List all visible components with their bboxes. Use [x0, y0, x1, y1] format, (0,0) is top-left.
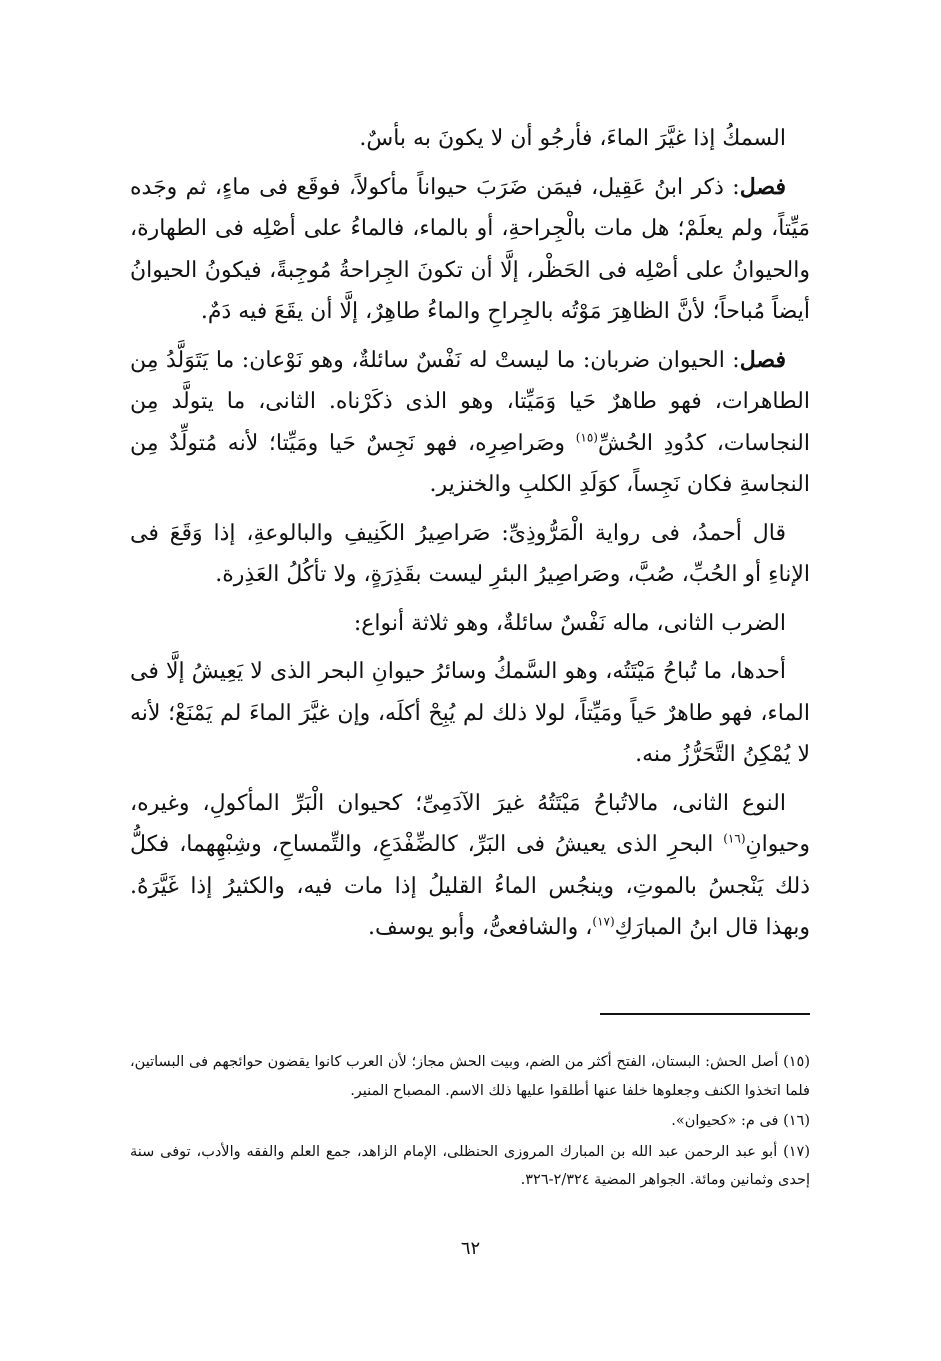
paragraph-second-type: [130, 783, 810, 949]
footnote-17: (١٧) أبو عبد الرحمن عبد الله بن المبارك المروزى الحنظلى، الإمام الزاهد، جمع العلم والفقه والأدب، توفى سنة إحدى وثمانين ومائة. الجواهر المضية ٢/٣٢٤-٣٢٦.: [130, 1143, 810, 1188]
paragraph-text: وصَراصِرِه، فهو نَجِسٌ حَيا ومَيِّتا؛ لأنه مُتولِّدٌ مِن النجاسةِ فكان نَجِساً، كوَلَدِ الكلبِ والخنزير.: [130, 430, 810, 497]
paragraph-text: قال أحمدُ، فى رواية الْمَرُّوذِىِّ: صَراصِيرُ الكَنِيفِ والبالوعةِ، إذا وَقَعَ فى الإناءِ أو الحُبِّ، صُبَّ، وصَراصِيرُ البئرِ ليست بقَذِرَةٍ، ولا تأكُلُ العَذِرة.: [130, 520, 810, 587]
paragraph-text: أحدها، ما تُباحُ مَيْتَتُه، وهو السَّمكُ وسائرُ حيوانِ البحر الذى لا يَعِيشُ إلَّا فى الماء، فهو طاهرٌ حَياً ومَيِّتاً، لولا ذلك لم يُبِحْ أكلَه، وإن غيَّرَ الماءَ لم يَمْنَعْ؛ لأنه لا يُمْكِنُ التَّحَرُّزُ منه.: [130, 659, 810, 767]
footnote-ref-16[interactable]: (١٦): [723, 831, 746, 846]
footnote-ref-15[interactable]: (١٥): [575, 430, 598, 445]
footnote-16: (١٦) فى م: «كحيوان».: [671, 1113, 810, 1129]
footnote-divider: [600, 1013, 810, 1015]
paragraph-fasl-ibn-aqil: [130, 167, 810, 333]
footnote-ref-17[interactable]: (١٧): [592, 914, 615, 929]
paragraph-text: : ذكر ابنُ عَقِيل، فيمَن ضَرَبَ حيواناً مأكولاً، فوقَع فى ماءٍ، ثم وجَده مَيِّتاً، ولم يعلَمْ؛ هل مات بالْجِراحةِ، أو بالماء، فالماءُ على أصْلِه فى الطهارة، والحيوانُ على أصْلِه فى الحَظْر، إلَّا أن تكونَ الجِراحةُ مُوجِبةً، فيكونُ الحيوانُ أيضاً مُباحاً؛ لأنَّ الظاهِرَ مَوْتُه بالجِراحِ والماءُ طاهِرٌ، إلَّا أن يقَعَ فيه دَمٌ.: [130, 174, 810, 324]
paragraph-text: ، والشافعىُّ، وأبو يوسف.: [368, 915, 593, 940]
paragraph-text: النوع الثانى، مالاتُباحُ مَيْتَتُهُ غيرَ الآدَمِىِّ؛ كحيوان الْبَرِّ المأكولِ، وغيره، وحيوانِ: [130, 790, 810, 857]
section-label: فصل: [739, 173, 786, 200]
paragraph-text: : الحيوان ضربان: ما ليستْ له نَفْسٌ سائلةٌ، وهو نَوْعان: ما يَتَوَلَّدُ مِن الطاهرات، فهو طاهرٌ حَيا وَمَيِّتا، وهو الذى ذكَرْناه. الثانى، ما يتولَّد مِن النجاسات، كدُودِ الحُشِّ: [130, 347, 810, 456]
paragraph-intro: [130, 118, 810, 160]
main-text: [130, 118, 810, 956]
section-label: فصل: [739, 346, 786, 373]
footnote-15: (١٥) أصل الحش: البستان، الفتح أكثر من الضم، وبيت الحش مجاز؛ لأن العرب كانوا يقضون حوائجهم فى البساتين، فلما اتخذوا الكنف وجعلوها خلفا عنها أطلقوا عليها ذلك الاسم. المصباح المنير.: [130, 1054, 810, 1099]
paragraph-text: السمكُ إذا غيَّرَ الماءَ، فأرجُو أن لا يكونَ به بأسٌ.: [359, 126, 786, 151]
paragraph-first-type: [130, 651, 810, 776]
paragraph-fasl-animals: [130, 340, 810, 506]
footnotes: [130, 1048, 810, 1197]
paragraph-text: الضرب الثانى، ماله نَفْسٌ سائلةٌ، وهو ثلاثة أنواع:: [353, 610, 786, 636]
paragraph-second-kind: [130, 603, 810, 645]
paragraph-text: البحرِ الذى يعيشُ فى البَرِّ، كالضِّفْدَعِ، والتِّمساحِ، وشِبْهِهما، فكلُّ ذلك يَنْجسُ بالموتِ، وينجُس الماءُ القليلُ إذا مات فيه، والكثيرُ إذا غَيَّرَهُ. وبهذا قال ابنُ المبارَكِ: [130, 832, 810, 940]
paragraph-ahmad-riwaya: [130, 513, 810, 596]
page-number: ٦٢: [460, 1238, 481, 1259]
